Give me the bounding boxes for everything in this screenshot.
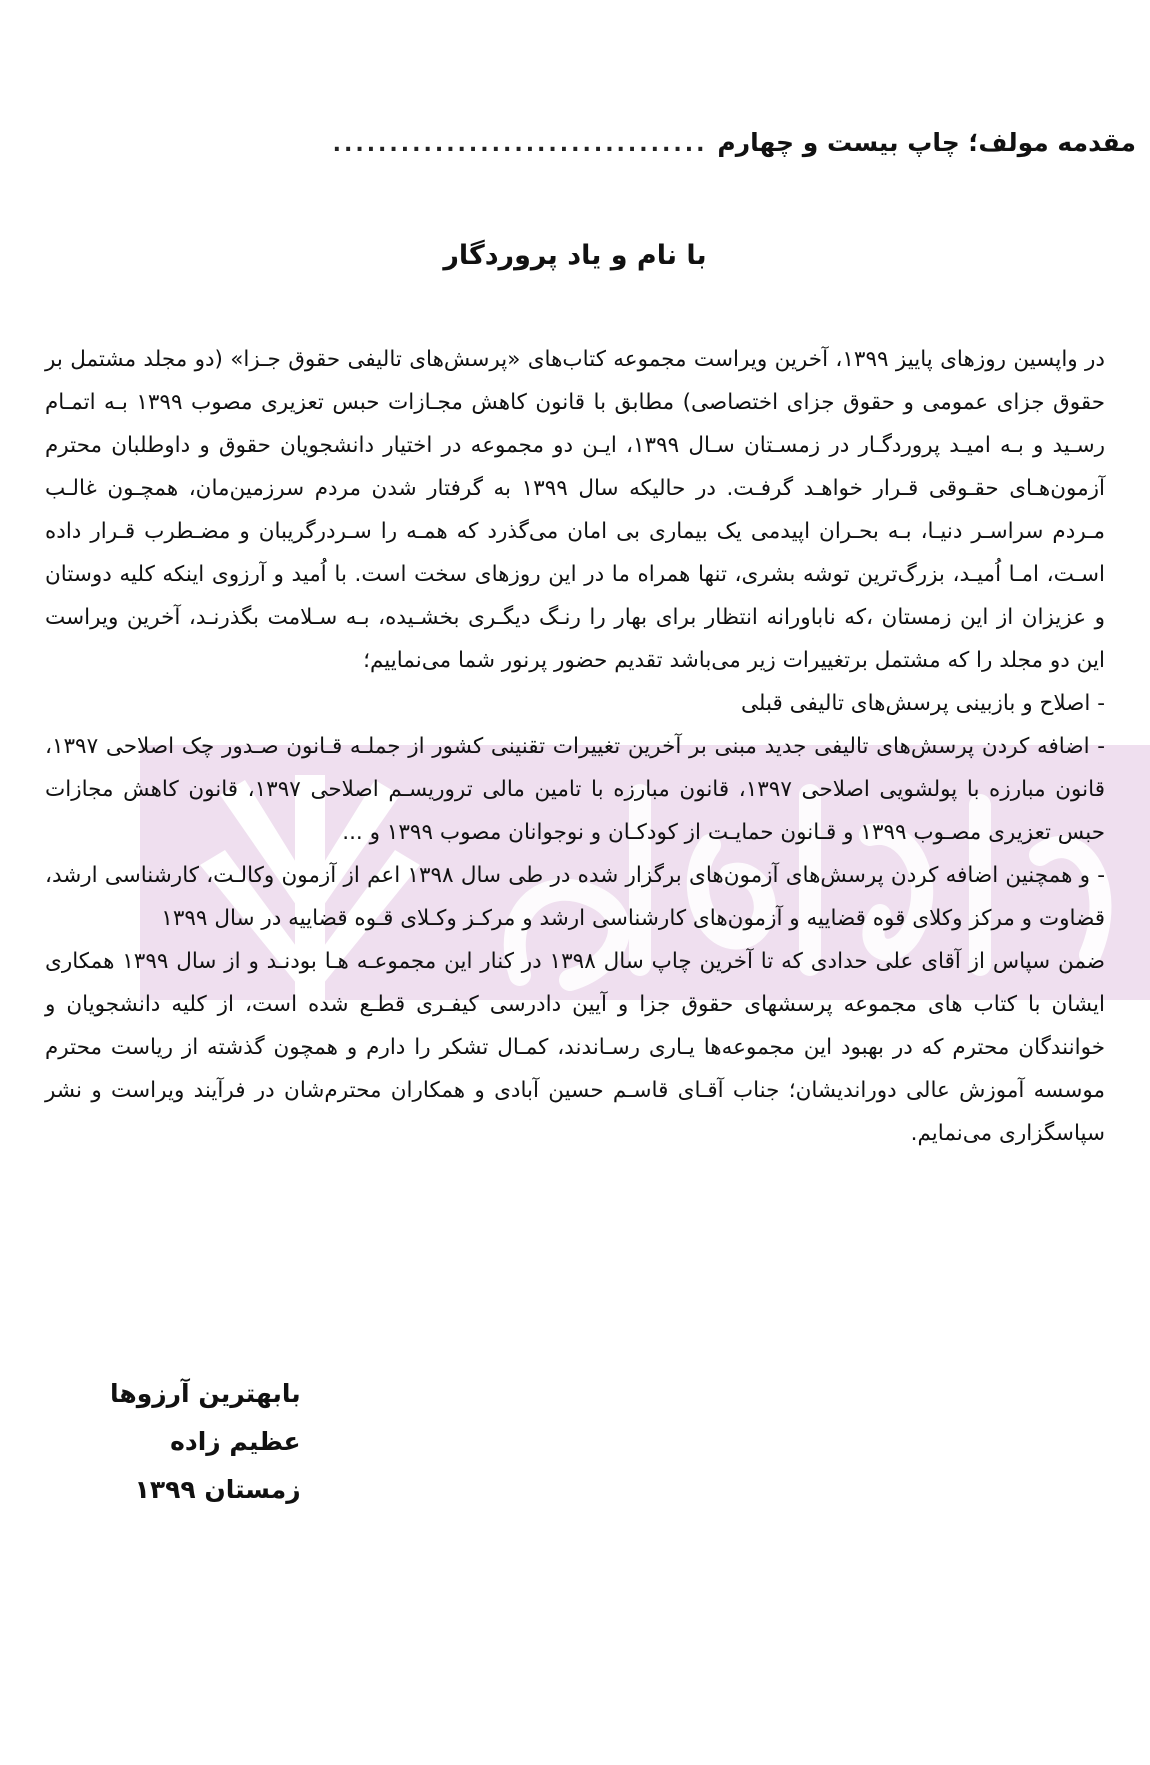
page-heading: با نام و یاد پروردگار <box>443 240 707 271</box>
bullet-item: - اصلاح و بازبینی پرسش‌های تالیفی قبلی <box>740 691 1105 716</box>
body-text <box>45 338 1105 1155</box>
signature-greeting: بابهترین آرزوها <box>110 1379 301 1408</box>
bullet-item: - و همچنین اضافه کردن پرسش‌های آزمون‌های برگزار شده در طی سال ۱۳۹۸ اعم از آزمون وکالـت، کارشناسی ارشد، قضاوت و مرکز وکلای قوه قضاییه و آزمون‌های کارشناسی ارشد و مرکـز وکـلای قـوه قضاییه در سال ۱۳۹۹ <box>45 863 1105 931</box>
signature-date: زمستان ۱۳۹۹ <box>134 1475 301 1504</box>
header-leader-dots: ................................. <box>332 132 708 157</box>
running-header <box>136 128 1136 157</box>
signature-block <box>110 1370 301 1514</box>
acknowledgement-paragraph: ضمن سپاس از آقای علی حدادی که تا آخرین چاپ سال ۱۳۹۸ در کنار این مجموعـه هـا بودنـد و از سال ۱۳۹۹ همکاری ایشان با کتاب های مجموعه پرسشهای حقوق جزا و آیین دادرسی کیفـری قطـع شده است، از کلیه دانشجویان و خوانندگان محترم که در بهبود این مجموعه‌ها یـاری رسـاندند، کمـال تشکر را دارم و همچون گذشته از ریاست محترم موسسه آموزش عالی دوراندیشان؛ جناب آقـای قاسـم حسین آبادی و همکاران محترم‌شان در فرآیند ویراست و نشر سپاسگزاری می‌نمایم. <box>45 949 1105 1146</box>
signature-author: عظیم زاده <box>170 1427 301 1456</box>
intro-paragraph: در واپسین روزهای پاییز ۱۳۹۹، آخرین ویراست مجموعه کتاب‌های «پرسش‌های تالیفی حقوق جـزا» (دو مجلد مشتمل بر حقوق جزای عمومی و حقوق جزای اختصاصی) مطابق با قانون کاهش مجـازات حبس تعزیری مصوب ۱۳۹۹ بـه اتمـام رسـید و بـه امیـد پروردگـار در زمسـتان سـال ۱۳۹۹، ایـن دو مجموعه در اختیار دانشجویان حقوق و داوطلبان محترم آزمون‌هـای حقـوقی قـرار خواهـد گرفـت. در حالیکه سال ۱۳۹۹ به گرفتار شدن مردم سرزمین‌مان، همچـون غالـب مـردم سراسـر دنیـا، بـه بحـران اپیدمی یک بیماری بی امان می‌گذرد که همـه را سـردرگریبان و مضـطرب قـرار داده اسـت، امـا اُمیـد، بزرگ‌ترین توشه بشری، تنها همراه ما در این روزهای سخت است. با اُمید و آرزوی اینکه کلیه دوستان و عزیزان از این زمستان ،که ناباورانه انتظار برای بهار را رنـگ دیگـری بخشـیده، بـه سـلامت بگذرنـد، آخرین ویراست این دو مجلد را که مشتمل برتغییرات زیر می‌باشد تقدیم حضور پرنور شما می‌نماییم؛ <box>45 347 1105 673</box>
bullet-item: - اضافه کردن پرسش‌های تالیفی جدید مبنی بر آخرین تغییرات تقنینی کشور از جملـه قـانون صـدور چک اصلاحی ۱۳۹۷، قانون مبارزه با پولشویی اصلاحی ۱۳۹۷، قانون مبارزه با تامین مالی تروریسـم اصلاحی ۱۳۹۷، قانون کاهش مجازات حبس تعزیری مصـوب ۱۳۹۹ و قـانون حمایـت از کودکـان و نوجوانان مصوب ۱۳۹۹ و ... <box>45 734 1105 845</box>
header-title: مقدمه مولف؛ چاپ بیست و چهارم <box>717 128 1136 157</box>
